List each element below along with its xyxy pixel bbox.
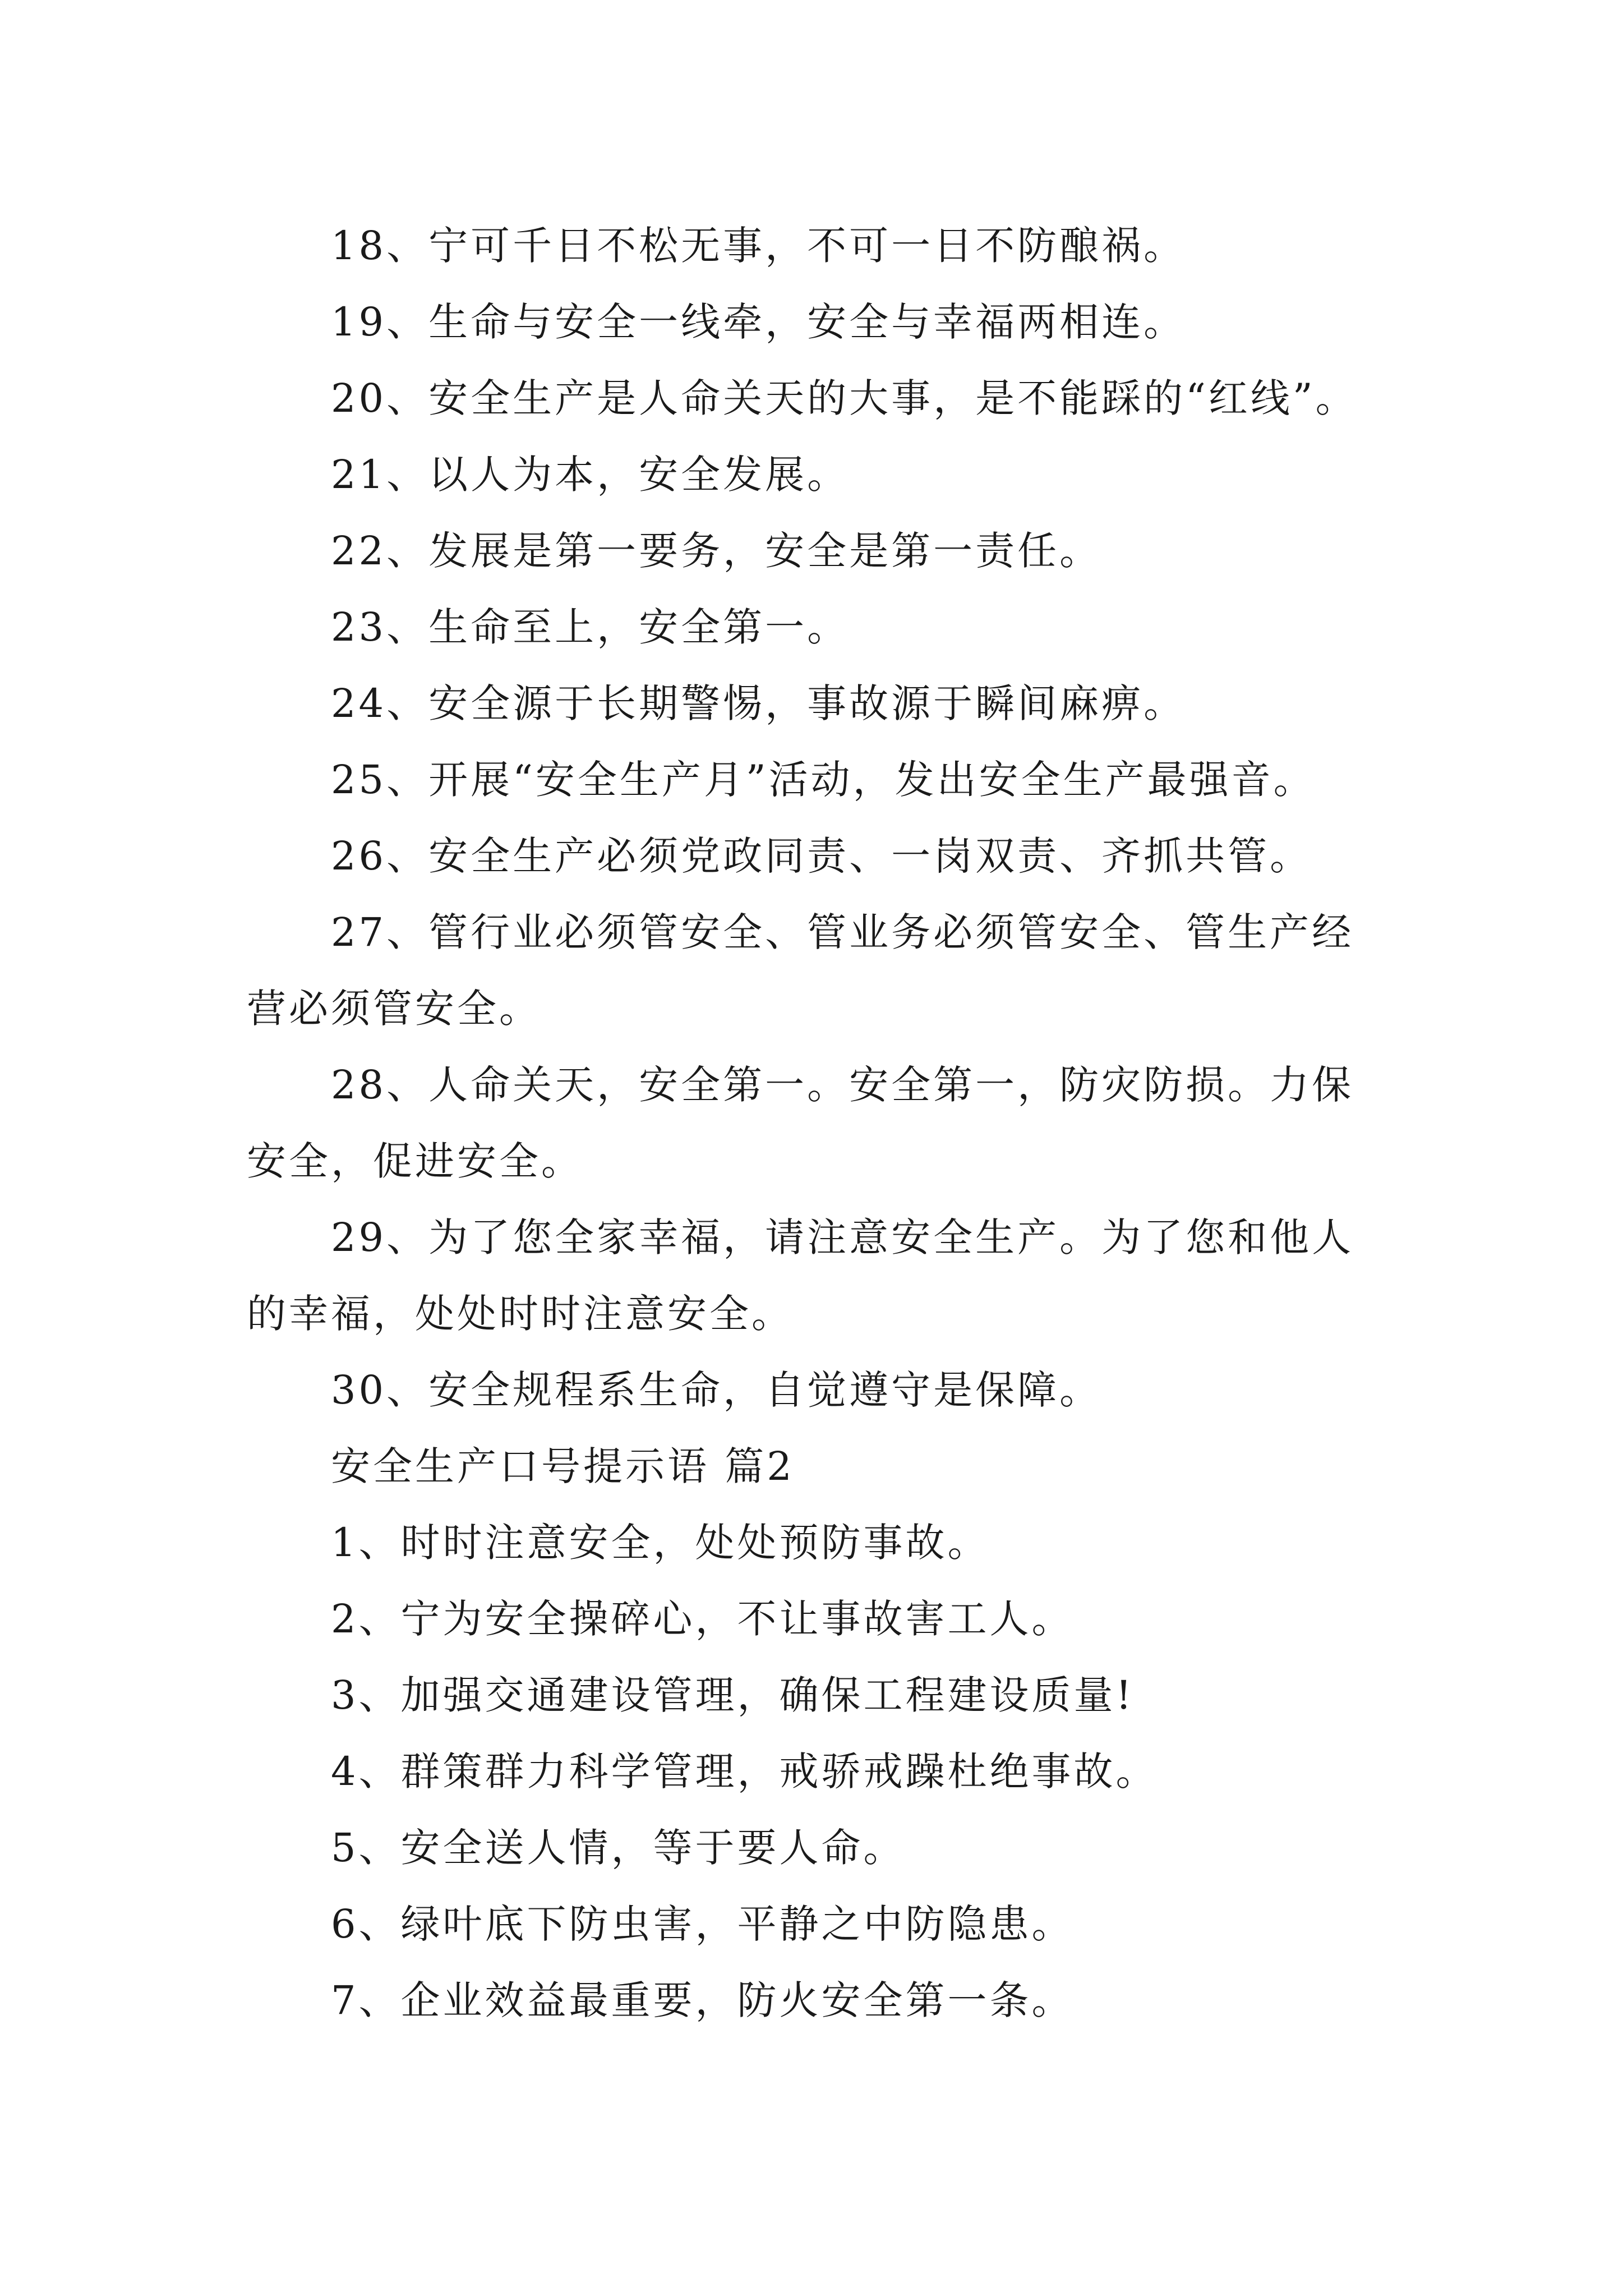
slogan-27-line-2: 营必须管安全。 [247, 986, 541, 1032]
slogan-21: 21、以人为本，安全发展。 [331, 452, 850, 498]
slogan-28-line-2: 安全，促进安全。 [247, 1138, 583, 1184]
slogan-18: 18、宁可千日不松无事，不可一日不防酿祸。 [331, 223, 1186, 269]
slogan-23: 23、生命至上，安全第一。 [331, 604, 850, 650]
slogan-22: 22、发展是第一要务，安全是第一责任。 [331, 528, 1102, 574]
slogan-1: 1、时时注意安全，处处预防事故。 [331, 1520, 990, 1566]
slogan-26: 26、安全生产必须党政同责、一岗双责、齐抓共管。 [331, 833, 1312, 879]
slogan-24: 24、安全源于长期警惕，事故源于瞬间麻痹。 [331, 680, 1186, 726]
slogan-30: 30、安全规程系生命，自觉遵守是保障。 [331, 1367, 1102, 1413]
slogan-28-line-1: 28、人命关天，安全第一。安全第一，防灾防损。力保 [331, 1062, 1354, 1108]
slogan-20: 20、安全生产是人命关天的大事，是不能踩的“红线”。 [331, 375, 1358, 421]
slogan-29-line-2: 的幸福，处处时时注意安全。 [247, 1291, 794, 1337]
slogan-27-line-1: 27、管行业必须管安全、管业务必须管安全、管生产经 [331, 909, 1354, 955]
slogan-2: 2、宁为安全操碎心，不让事故害工人。 [331, 1596, 1074, 1642]
section-heading: 安全生产口号提示语 篇2 [331, 1443, 795, 1489]
slogan-25: 25、开展“安全生产月”活动，发出安全生产最强音。 [331, 757, 1316, 803]
slogan-29-line-1: 29、为了您全家幸福，请注意安全生产。为了您和他人 [331, 1214, 1354, 1260]
slogan-3: 3、加强交通建设管理，确保工程建设质量! [331, 1672, 1135, 1718]
slogan-4: 4、群策群力科学管理，戒骄戒躁杜绝事故。 [331, 1749, 1158, 1795]
slogan-19: 19、生命与安全一线牵，安全与幸福两相连。 [331, 299, 1186, 345]
slogan-6: 6、绿叶底下防虫害，平静之中防隐患。 [331, 1901, 1074, 1947]
slogan-7: 7、企业效益最重要，防火安全第一条。 [331, 1977, 1074, 2023]
slogan-5: 5、安全送人情，等于要人命。 [331, 1825, 906, 1871]
document-body [247, 208, 1430, 2039]
